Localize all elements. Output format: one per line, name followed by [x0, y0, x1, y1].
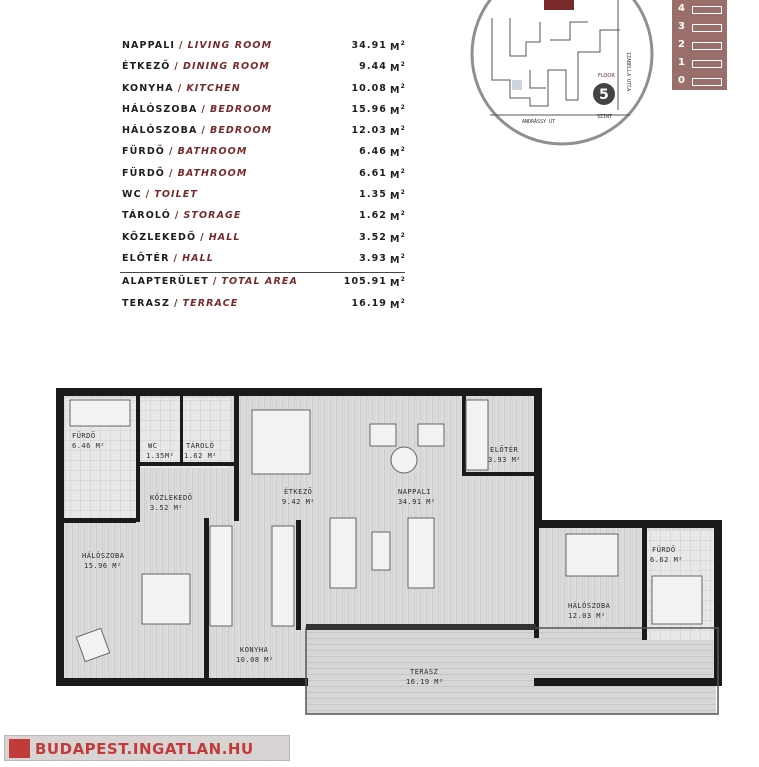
floor-level-number: 0 [678, 75, 685, 86]
area-value: 16.19 [351, 297, 387, 309]
total-divider [120, 272, 405, 273]
area-row [122, 125, 407, 146]
room-area-etkezo: 9.42 M² [282, 498, 316, 506]
room-name-en: DINING ROOM [182, 61, 270, 73]
terrace-floor [306, 630, 716, 714]
area-unit: $M^2$ [390, 189, 405, 203]
room-name-en: TERRACE [182, 297, 239, 309]
name-separator: / [145, 189, 151, 201]
room-label-konyha: KONYHA [240, 646, 269, 654]
area-value: 1.62 [359, 210, 387, 222]
floor-number: 5 [599, 87, 609, 103]
area-unit: $M^2$ [390, 82, 405, 96]
area-value: 6.46 [359, 146, 387, 158]
room-name-hu: NAPPALI [122, 40, 175, 51]
sofa-left [330, 518, 356, 588]
floor-level-box [692, 60, 722, 68]
room-name-en: LIVING ROOM [187, 40, 273, 51]
area-row [122, 61, 407, 82]
room-label-tarolo: TÁROLÓ [186, 442, 215, 450]
street-right-label: IZABELLA UTCA [625, 52, 631, 92]
area-row [122, 232, 407, 253]
floor-level-number: 3 [678, 21, 685, 32]
name-separator: / [174, 210, 180, 222]
area-value: 12.03 [351, 125, 387, 137]
room-label-terasz: TERASZ [410, 668, 439, 676]
room-name-hu: KONYHA [122, 82, 174, 94]
area-row [122, 168, 407, 189]
room-name-hu: ELŐTÉR [122, 252, 170, 264]
name-separator: / [168, 167, 174, 179]
room-name-hu: TERASZ [122, 297, 170, 309]
room-name-hu: FÜRDŐ [122, 146, 165, 158]
floor-level [672, 36, 727, 54]
room-label-etkezo: ÉTKEZŐ [284, 488, 313, 496]
bathtub-left [70, 400, 130, 426]
floor-level-bar [672, 0, 727, 90]
room-area-terasz: 16.19 M² [406, 678, 444, 686]
name-separator: / [179, 40, 184, 51]
floor-level-box [692, 6, 722, 14]
bed-left [142, 574, 190, 624]
area-value: 1.35 [359, 189, 387, 201]
room-label-haloszoba-left: HÁLÓSZOBA [82, 552, 125, 560]
room-area-furdo-left: 6.46 M² [72, 442, 106, 450]
area-value: 6.61 [359, 167, 387, 179]
floor-level [672, 0, 727, 18]
armchair-2 [418, 424, 444, 446]
room-name-hu: TÁROLÓ [122, 210, 171, 222]
kitchen-counter [210, 526, 232, 626]
wardrobe [466, 400, 488, 470]
floor-level-box [692, 24, 722, 32]
area-unit: $M^2$ [390, 125, 405, 139]
room-area-wc: 1.35M² [146, 452, 175, 460]
area-unit: $M^2$ [390, 252, 405, 266]
room-name-hu: ÉTKEZŐ [122, 61, 171, 73]
room-name-en: BATHROOM [177, 167, 248, 179]
room-area-furdo-right: 6.62 M² [650, 556, 684, 564]
room-name-hu: FÜRDŐ [122, 167, 165, 179]
round-table [391, 447, 417, 473]
room-name-hu: ALAPTERÜLET [122, 276, 209, 288]
room-name-en: TOTAL AREA [221, 276, 298, 288]
area-unit: $M^2$ [390, 40, 405, 53]
room-name-hu: WC [122, 189, 142, 201]
floor-label-hu: SZINT [597, 114, 613, 120]
floor-label: FLOOR [598, 73, 615, 79]
name-separator: / [177, 82, 183, 94]
name-separator: / [174, 61, 179, 73]
area-row [122, 146, 407, 167]
room-area-haloszoba-left: 15.96 M² [84, 562, 122, 570]
room-name-hu: HÁLÓSZOBA [122, 125, 198, 137]
site-logo[interactable] [4, 735, 290, 761]
area-unit: $M^2$ [390, 210, 405, 224]
armchair-1 [370, 424, 396, 446]
area-row [122, 40, 407, 61]
total-row [122, 276, 407, 297]
area-unit: $M^2$ [390, 167, 405, 181]
area-value: 3.93 [359, 252, 387, 264]
name-separator: / [201, 125, 206, 137]
terrace-rail [306, 624, 536, 630]
area-table [122, 40, 407, 319]
area-value: 3.52 [359, 231, 387, 243]
area-value: 34.91 [351, 40, 387, 51]
shower-right [652, 576, 702, 624]
name-separator: / [200, 231, 205, 243]
room-label-furdo-right: FÜRDŐ [652, 546, 676, 554]
room-label-wc: WC [148, 442, 158, 450]
floor-level-box [692, 42, 722, 50]
room-name-en: HALL [208, 231, 241, 243]
name-separator: / [201, 103, 206, 115]
room-area-eloter: 3.93 M² [488, 456, 522, 464]
room-area-nappali: 34.91 M² [398, 498, 436, 506]
total-row [122, 298, 407, 319]
floor-plan [0, 380, 759, 720]
floor-level-number: 4 [678, 3, 685, 14]
bed-right [566, 534, 618, 576]
room-area-haloszoba-right: 12.03 M² [568, 612, 606, 620]
area-row [122, 104, 407, 125]
room-name-hu: HÁLÓSZOBA [122, 103, 198, 115]
room-name-en: KITCHEN [186, 82, 241, 94]
room-name-en: BEDROOM [209, 103, 273, 115]
floor-level-number: 2 [678, 39, 685, 50]
room-area-konyha: 10.08 M² [236, 656, 274, 664]
floor-level [672, 54, 727, 72]
area-unit: $M^2$ [390, 103, 405, 117]
area-unit: $M^2$ [390, 231, 405, 245]
logo-text: BUDAPEST.INGATLAN.HU [35, 740, 254, 758]
room-name-en: BATHROOM [177, 146, 248, 158]
area-row [122, 210, 407, 231]
area-row [122, 189, 407, 210]
floor-level-box [692, 78, 722, 86]
area-value: 9.44 [359, 61, 387, 73]
area-value: 105.91 [343, 276, 387, 288]
floor-level-number: 1 [678, 57, 685, 68]
room-name-en: BEDROOM [209, 125, 273, 137]
area-value: 10.08 [351, 82, 387, 94]
area-value: 15.96 [351, 103, 387, 115]
room-label-eloter: ELŐTÉR [490, 446, 519, 454]
room-label-haloszoba-right: HÁLÓSZOBA [568, 602, 611, 610]
room-name-en: STORAGE [183, 210, 242, 222]
area-row [122, 83, 407, 104]
name-separator: / [173, 252, 179, 264]
area-unit: $M^2$ [390, 276, 405, 290]
coffee-table [372, 532, 390, 570]
dining-table [252, 410, 310, 474]
area-unit: $M^2$ [390, 297, 405, 311]
floor-level [672, 18, 727, 36]
room-label-nappali: NAPPALI [398, 488, 432, 496]
name-separator: / [173, 297, 179, 309]
room-area-tarolo: 1.62 M² [184, 452, 218, 460]
name-separator: / [168, 146, 174, 158]
room-area-kozlekedo: 3.52 M² [150, 504, 184, 512]
area-unit: $M^2$ [390, 61, 405, 75]
area-unit: $M^2$ [390, 146, 405, 160]
room-name-en: TOILET [154, 189, 198, 201]
room-label-furdo-left: FÜRDŐ [72, 432, 96, 440]
room-label-kozlekedo: KÖZLEKEDŐ [150, 494, 193, 502]
street-bottom-label: ANDRÁSSY ÚT [522, 119, 556, 125]
sofa-right [408, 518, 434, 588]
kitchen-island [272, 526, 294, 626]
logo-mark-icon [9, 739, 30, 758]
floor-level [672, 72, 727, 90]
location-minimap [470, 0, 655, 148]
name-separator: / [212, 276, 218, 288]
room-name-hu: KÖZLEKEDŐ [122, 231, 197, 243]
room-name-en: HALL [182, 252, 214, 264]
